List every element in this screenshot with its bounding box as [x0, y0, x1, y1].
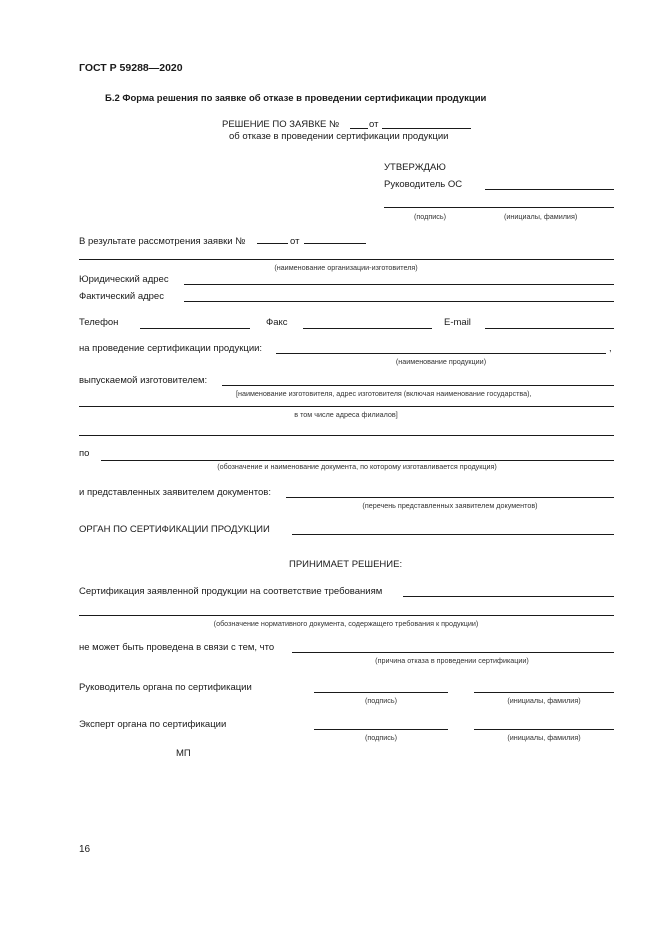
expert-name-line[interactable]	[474, 729, 614, 730]
standard-number: ГОСТ Р 59288—2020	[79, 62, 183, 74]
by-label: по	[79, 448, 90, 459]
stamp-label: МП	[176, 748, 191, 759]
phone-label: Телефон	[79, 317, 119, 328]
approve-signature-line[interactable]	[384, 207, 614, 208]
section-title: Б.2 Форма решения по заявке об отказе в проведении сертификации продукции	[105, 93, 487, 104]
submitted-docs-caption: (перечень представленных заявителем документов)	[362, 501, 538, 510]
legal-address-label: Юридический адрес	[79, 274, 169, 285]
norm-document-caption: (обозначение нормативного документа, содержащего требования к продукции)	[213, 619, 479, 628]
application-date-line[interactable]	[382, 128, 471, 129]
organization-caption: (наименование организации-изготовителя)	[274, 263, 418, 272]
email-line[interactable]	[485, 328, 614, 329]
actual-address-label: Фактический адрес	[79, 291, 164, 302]
organization-line[interactable]	[79, 259, 614, 260]
page-number: 16	[79, 844, 91, 855]
requirements-line[interactable]	[403, 596, 614, 597]
norm-document-line[interactable]	[79, 615, 614, 616]
manufacturer-line[interactable]	[222, 385, 614, 386]
document-line[interactable]	[101, 460, 614, 461]
expert-name-caption: (инициалы, фамилия)	[507, 733, 581, 742]
approve-title: УТВЕРЖДАЮ	[384, 162, 446, 173]
certification-body-label: ОРГАН ПО СЕРТИФИКАЦИИ ПРОДУКЦИИ	[79, 524, 270, 535]
product-comma: ,	[609, 343, 612, 354]
application-number-line[interactable]	[350, 128, 368, 129]
submitted-docs-line[interactable]	[286, 497, 614, 498]
reason-line[interactable]	[292, 652, 614, 653]
expert-signature-line[interactable]	[314, 729, 448, 730]
certification-body-line[interactable]	[292, 534, 614, 535]
actual-address-line[interactable]	[184, 301, 614, 302]
branches-line[interactable]	[79, 435, 614, 436]
product-caption: (наименование продукции)	[395, 357, 487, 366]
head-signature-line[interactable]	[314, 692, 448, 693]
manufacturer-address-line[interactable]	[79, 406, 614, 407]
made-by-label: выпускаемой изготовителем:	[79, 375, 208, 386]
product-line[interactable]	[276, 353, 606, 354]
decision-subtitle: об отказе в проведении сертификации продукции	[229, 131, 449, 142]
review-number-line[interactable]	[257, 243, 288, 244]
fax-line[interactable]	[303, 328, 432, 329]
head-signature-caption: (подпись)	[365, 696, 397, 705]
review-from-label: от	[290, 236, 300, 247]
manufacturer-caption: [наименование изготовителя, адрес изготовителя (включая наименование государства),	[236, 389, 532, 398]
head-name-caption: (инициалы, фамилия)	[507, 696, 581, 705]
legal-address-line[interactable]	[184, 284, 614, 285]
review-date-line[interactable]	[304, 243, 366, 244]
branches-caption: в том числе адреса филиалов]	[294, 410, 398, 419]
fax-label: Факс	[266, 317, 288, 328]
expert-signature-caption: (подпись)	[365, 733, 397, 742]
certification-text: Сертификация заявленной продукции на соответствие требованиям	[79, 586, 383, 597]
phone-line[interactable]	[140, 328, 250, 329]
resolution-title: ПРИНИМАЕТ РЕШЕНИЕ:	[289, 559, 403, 570]
head-signature-label: Руководитель органа по сертификации	[79, 682, 252, 693]
cannot-label: не может быть проведена в связи с тем, что	[79, 642, 275, 653]
approve-head-label: Руководитель ОС	[384, 179, 463, 190]
review-label: В результате рассмотрения заявки №	[79, 236, 246, 247]
head-name-line[interactable]	[474, 692, 614, 693]
approve-head-line[interactable]	[485, 189, 614, 190]
approve-name-caption: (инициалы, фамилия)	[504, 212, 578, 221]
expert-signature-label: Эксперт органа по сертификации	[79, 719, 227, 730]
decision-from-label: от	[369, 119, 379, 130]
reason-caption: (причина отказа в проведении сертификации)	[375, 656, 529, 665]
decision-title: РЕШЕНИЕ ПО ЗАЯВКЕ №	[222, 119, 340, 130]
for-certification-label: на проведение сертификации продукции:	[79, 343, 263, 354]
approve-signature-caption: (подпись)	[414, 212, 446, 221]
submitted-docs-label: и представленных заявителем документов:	[79, 487, 271, 498]
email-label: E-mail	[444, 317, 471, 328]
document-caption: (обозначение и наименование документа, по которому изготавливается продукция)	[217, 462, 497, 471]
